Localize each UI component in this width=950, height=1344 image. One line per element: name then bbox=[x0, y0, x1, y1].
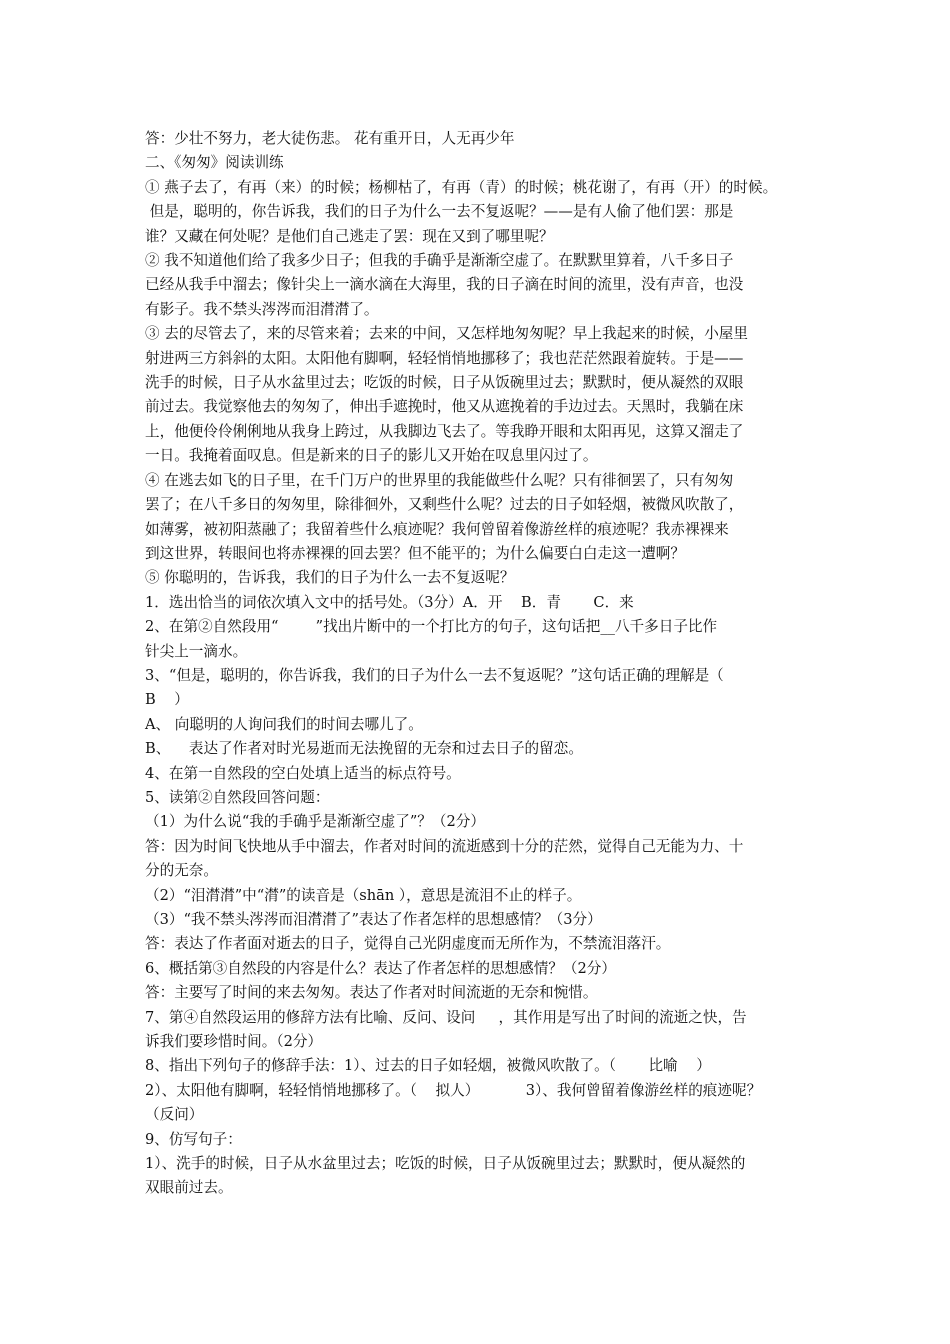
document-line: 诉我们要珍惜时间。（2分） bbox=[145, 1033, 323, 1051]
document-line: 8、指出下列句子的修辞手法：1）、过去的日子如轻烟，被微风吹散了。（ 比喻 ） bbox=[145, 1057, 711, 1075]
document-line: 6、概括第③自然段的内容是什么？表达了作者怎样的思想感情？（2分） bbox=[145, 959, 616, 977]
document-line: 有影子。我不禁头涔涔而泪潸潸了。 bbox=[145, 300, 379, 318]
document-line: （反问） bbox=[145, 1106, 204, 1124]
document-line: 答：因为时间飞快地从手中溜去，作者对时间的流逝感到十分的茫然，觉得自己无能为力、十 bbox=[145, 837, 744, 855]
document-line: 罢了；在八千多日的匆匆里，除徘徊外，又剩些什么呢？过去的日子如轻烟，被微风吹散了， bbox=[145, 496, 744, 514]
document-line: 答：少壮不努力，老大徒伤悲。 花有重开日，人无再少年 bbox=[145, 130, 515, 147]
document-line: 谁？又藏在何处呢？是他们自己逃走了罢：现在又到了哪里呢？ bbox=[145, 227, 554, 245]
document-line: 双眼前过去。 bbox=[145, 1179, 233, 1197]
document-line: A、 向聪明的人询问我们的时间去哪儿了。 bbox=[145, 715, 423, 733]
document-line: 1）、洗手的时候，日子从水盆里过去；吃饭的时候，日子从饭碗里过去；默默时，便从凝然的 bbox=[145, 1155, 746, 1173]
document-line: 到这世界，转眼间也将赤裸裸的回去罢？但不能平的；为什么偏要白白走这一遭啊？ bbox=[145, 544, 685, 562]
document-line: （1）为什么说“我的手确乎是渐渐空虚了”？（2分） bbox=[145, 813, 485, 831]
document-line: 前过去。我觉察他去的匆匆了，伸出手遮挽时，他又从遮挽着的手边过去。天黑时，我躺在床 bbox=[145, 398, 744, 416]
document-line: 答：主要写了时间的来去匆匆。表达了作者对时间流逝的无奈和惋惜。 bbox=[145, 984, 598, 1002]
document-line: 针尖上一滴水。 bbox=[145, 642, 248, 660]
document-line: ③ 去的尽管去了，来的尽管来着；去来的中间，又怎样地匆匆呢？早上我起来的时候，小屋里 bbox=[145, 325, 748, 343]
document-line: 如薄雾，被初阳蒸融了；我留着些什么痕迹呢？我何曾留着像游丝样的痕迹呢？我赤裸裸来 bbox=[145, 520, 729, 538]
document-line: 分的无奈。 bbox=[145, 862, 218, 880]
document-line: B、 表达了作者对时光易逝而无法挽留的无奈和过去日子的留恋。 bbox=[145, 740, 583, 758]
document-line: B ） bbox=[145, 691, 189, 709]
document-line: 上，他便伶伶俐俐地从我身上跨过，从我脚边飞去了。等我睁开眼和太阳再见，这算又溜走了 bbox=[145, 422, 744, 440]
document-line: ② 我不知道他们给了我多少日子；但我的手确乎是渐渐空虚了。在默默里算着，八千多日子 bbox=[145, 252, 734, 270]
document-line: ① 燕子去了，有再（来）的时候；杨柳枯了，有再（青）的时候；桃花谢了，有再（开）的时候。 bbox=[145, 178, 778, 196]
document-line: （2）“泪潸潸”中“潸”的读音是（shān ），意思是流泪不止的样子。 bbox=[145, 886, 582, 904]
document-line: 洗手的时候，日子从水盆里过去；吃饭的时候，日子从饭碗里过去；默默时，便从凝然的双眼 bbox=[145, 374, 744, 392]
document-body bbox=[145, 127, 825, 1201]
document-line: 2）、太阳他有脚啊，轻轻悄悄地挪移了。（ 拟人） 3）、我何曾留着像游丝样的痕迹呢？ bbox=[145, 1081, 762, 1099]
document-line: 但是，聪明的，你告诉我，我们的日子为什么一去不复返呢？——是有人偷了他们罢：那是 bbox=[145, 203, 734, 221]
document-line: （3）“我不禁头涔涔而泪潸潸了”表达了作者怎样的思想感情？（3分） bbox=[145, 911, 602, 928]
document-line: 9、仿写句子： bbox=[145, 1130, 242, 1148]
document-line: ④ 在逃去如飞的日子里，在千门万户的世界里的我能做些什么呢？只有徘徊罢了，只有匆匆 bbox=[145, 471, 734, 489]
document-line: 一日。我掩着面叹息。但是新来的日子的影儿又开始在叹息里闪过了。 bbox=[145, 447, 598, 465]
document-line: 4、在第一自然段的空白处填上适当的标点符号。 bbox=[145, 764, 461, 782]
document-line: 5、读第②自然段回答问题： bbox=[145, 788, 330, 806]
document-line: 二、《匆匆》阅读训练 bbox=[145, 154, 284, 172]
document-line: 答：表达了作者面对逝去的日子，觉得自己光阴虚度而无所作为，不禁流泪落汗。 bbox=[145, 935, 671, 953]
document-line: ⑤ 你聪明的，告诉我，我们的日子为什么一去不复返呢？ bbox=[145, 569, 515, 587]
document-line: 射进两三方斜斜的太阳。太阳他有脚啊，轻轻悄悄地挪移了；我也茫茫然跟着旋转。于是—— bbox=[145, 349, 744, 367]
document-line: 1．选出恰当的词依次填入文中的括号处。（3分）A．开 B．青 C．来 bbox=[145, 593, 634, 611]
document-line: 2、在第②自然段用“ ”找出片断中的一个打比方的句子，这句话把__八千多日子比作 bbox=[145, 618, 718, 636]
document-line: 7、第④自然段运用的修辞方法有比喻、反问、设问 ，其作用是写出了时间的流逝之快，告 bbox=[145, 1008, 747, 1026]
document-line: 已经从我手中溜去；像针尖上一滴水滴在大海里，我的日子滴在时间的流里，没有声音，也没 bbox=[145, 276, 744, 294]
document-line: 3、“但是，聪明的，你告诉我，我们的日子为什么一去不复返呢？”这句话正确的理解是（ bbox=[145, 666, 724, 684]
